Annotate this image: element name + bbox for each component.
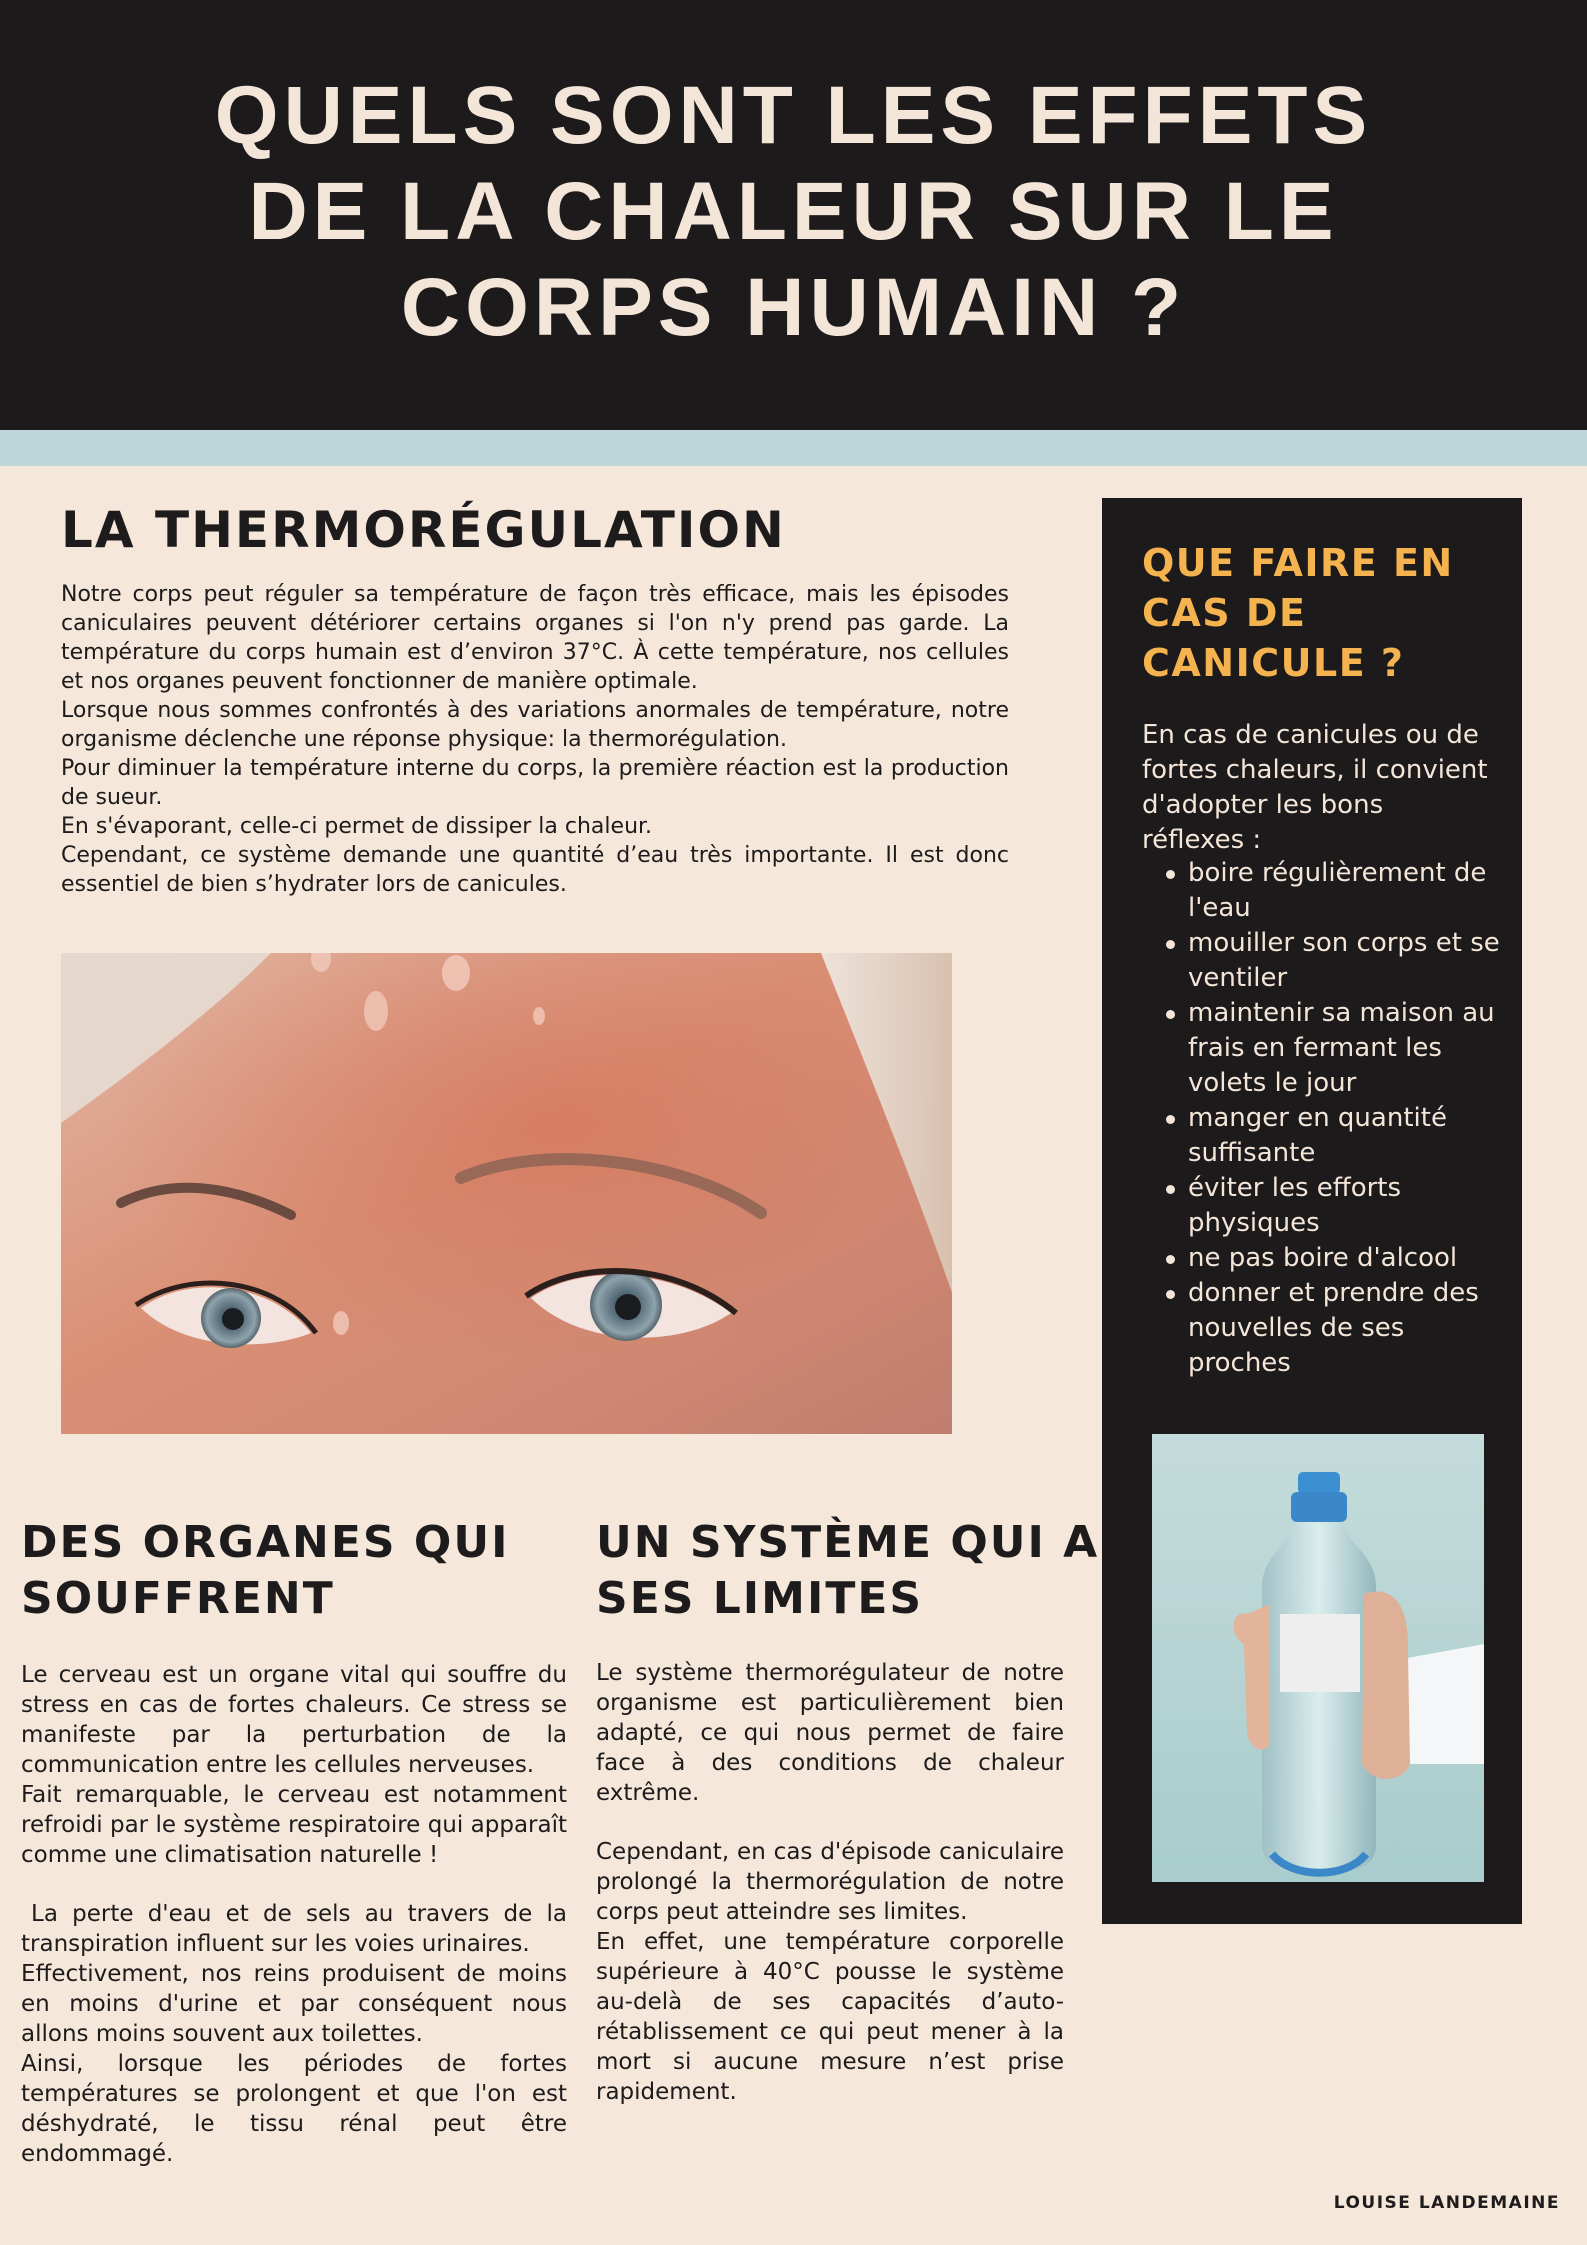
paragraph: Le système thermorégulateur de notre organisme est particulièrement bien adapté, ce qui nous permet de faire face à des conditions de chaleur extrême. — [596, 1660, 1064, 1806]
paragraph: Pour diminuer la température interne du corps, la première réaction est la production de sueur. — [61, 756, 1009, 810]
paragraph: Effectivement, nos reins produisent de moins en moins d'urine et par conséquent nous allons moins souvent aux toilettes. — [21, 1961, 567, 2047]
paragraph-gap — [596, 1808, 1064, 1837]
water-bottle-photo — [1152, 1434, 1484, 1882]
paragraph: Notre corps peut réguler sa température de façon très efficace, mais les épisodes caniculaires peuvent détériorer certains organes si l'on n'y prend pas garde. La température du corps humain est d’environ 37°C. À cette température, nos cellules et nos organes peuvent fonctionner de manière optimale. — [61, 582, 1009, 694]
title-line: SES LIMITES — [596, 1573, 924, 1624]
title-line: DES ORGANES QUI — [21, 1517, 510, 1568]
list-item: manger en quantité suffisante — [1142, 1101, 1502, 1171]
paragraph: Fait remarquable, le cerveau est notamment refroidi par le système respiratoire qui apparaît comme une climatisation naturelle ! — [21, 1782, 567, 1868]
section-title-organes — [21, 1515, 509, 1627]
section-title-thermoregulation: LA THERMORÉGULATION — [61, 501, 786, 559]
author-signature: LOUISE LANDEMAINE — [1333, 2193, 1560, 2213]
list-item: ne pas boire d'alcool — [1142, 1241, 1502, 1276]
paragraph-gap — [21, 1870, 567, 1899]
paragraph: Le cerveau est un organe vital qui souffre du stress en cas de fortes chaleurs. Ce stress se manifeste par la perturbation de la communication entre les cellules nerveuses. — [21, 1662, 567, 1778]
paragraph: Lorsque nous sommes confrontés à des variations anormales de température, notre organisme déclenche une réponse physique: la thermorégulation. — [61, 698, 1009, 752]
section-title-systeme — [596, 1515, 1099, 1627]
paragraph: En s'évaporant, celle-ci permet de dissiper la chaleur. — [61, 814, 653, 839]
accent-band — [0, 430, 1587, 466]
sweating-face-photo — [61, 953, 952, 1434]
title-line: SOUFFRENT — [21, 1573, 335, 1624]
header-banner — [0, 0, 1587, 430]
paragraph: Ainsi, lorsque les périodes de fortes températures se prolongent et que l'on est déshydraté, le tissu rénal peut être endommagé. — [21, 2051, 567, 2167]
paragraph: La perte d'eau et de sels au travers de la transpiration influent sur les voies urinaires. — [21, 1901, 567, 1957]
systeme-body — [596, 1658, 1064, 2107]
tips-list — [1142, 856, 1502, 1381]
thermoregulation-body — [61, 580, 1009, 899]
list-item: mouiller son corps et se ventiler — [1142, 926, 1502, 996]
paragraph: Cependant, ce système demande une quantité d’eau très importante. Il est donc essentiel de bien s’hydrater lors de canicules. — [61, 843, 1009, 897]
page-title: QUELS SONT LES EFFETS DE LA CHALEUR SUR LE CORPS HUMAIN ? — [214, 70, 1373, 353]
list-item: donner et prendre des nouvelles de ses proches — [1142, 1276, 1502, 1381]
sidebar-intro: En cas de canicules ou de fortes chaleurs, il convient d'adopter les bons réflexes : — [1142, 720, 1488, 855]
paragraph: Cependant, en cas d'épisode caniculaire prolongé la thermorégulation de notre corps peut atteindre ses limites. — [596, 1839, 1064, 1925]
list-item: maintenir sa maison au frais en fermant les volets le jour — [1142, 996, 1502, 1101]
title-line: UN SYSTÈME QUI A — [596, 1517, 1100, 1568]
heatwave-tips-sidebar — [1102, 498, 1522, 1924]
list-item: boire régulièrement de l'eau — [1142, 856, 1502, 926]
sidebar-title: QUE FAIRE EN CAS DE CANICULE ? — [1142, 541, 1454, 685]
organes-body — [21, 1660, 567, 2169]
paragraph: En effet, une température corporelle supérieure à 40°C pousse le système au-delà de ses capacités d’auto-rétablissement ce qui peut mener à la mort si aucune mesure n’est prise rapidement. — [596, 1929, 1064, 2105]
list-item: éviter les efforts physiques — [1142, 1171, 1502, 1241]
